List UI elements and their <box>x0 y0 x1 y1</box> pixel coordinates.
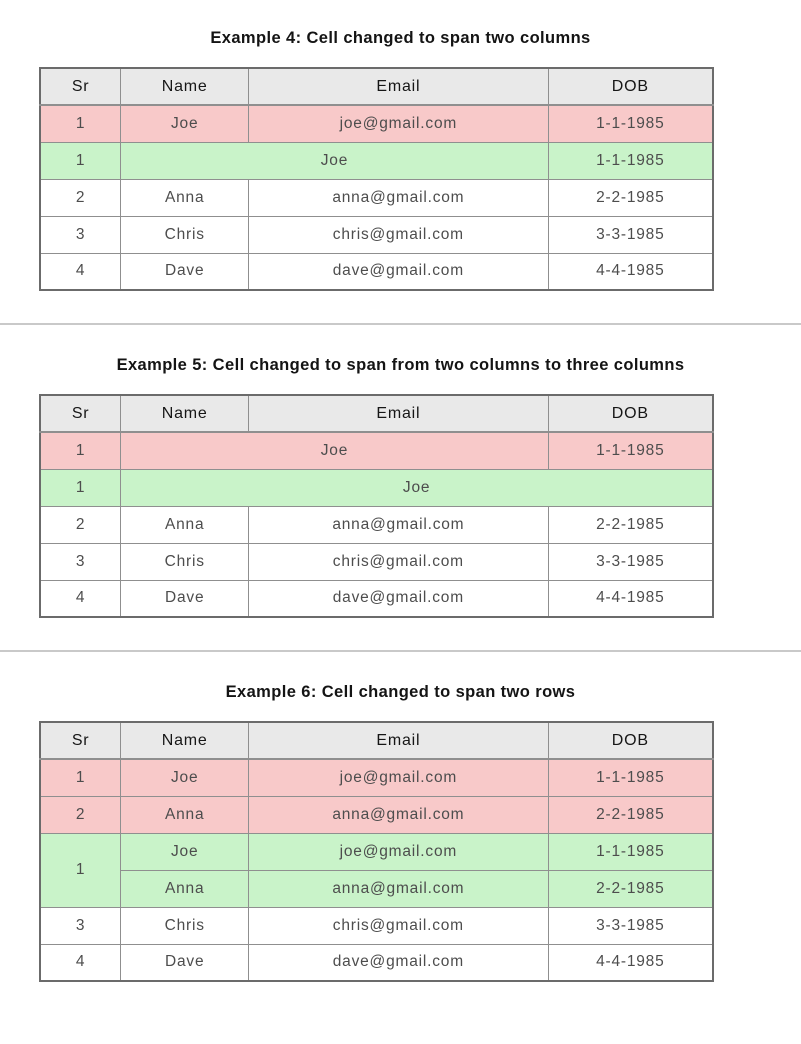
column-header-dob: DOB <box>548 722 713 759</box>
example-section-5 <box>0 353 801 618</box>
table-cell: Dave <box>121 944 249 981</box>
table-cell: 1 <box>40 432 121 469</box>
table-cell: 2-2-1985 <box>548 179 713 216</box>
table-row <box>40 142 713 179</box>
column-header-name: Name <box>121 722 249 759</box>
table-cell: 1 <box>40 469 121 506</box>
table-cell: 3-3-1985 <box>548 216 713 253</box>
table-cell: 1-1-1985 <box>548 759 713 796</box>
table-row <box>40 105 713 142</box>
table-cell: Anna <box>121 870 249 907</box>
table-cell: 2 <box>40 796 121 833</box>
column-header-sr: Sr <box>40 68 121 105</box>
section-divider <box>0 323 801 325</box>
data-table <box>39 721 714 982</box>
table-cell: 4-4-1985 <box>548 944 713 981</box>
header-row <box>40 722 713 759</box>
table-cell: anna@gmail.com <box>249 796 548 833</box>
table-cell: 1 <box>40 833 121 907</box>
data-table <box>39 394 714 618</box>
table-cell: 3 <box>40 543 121 580</box>
table-row <box>40 833 713 870</box>
table-cell: 4-4-1985 <box>548 253 713 290</box>
table-cell: Joe <box>121 759 249 796</box>
table-cell: 4 <box>40 580 121 617</box>
table-cell: 3 <box>40 216 121 253</box>
table-cell: chris@gmail.com <box>249 543 548 580</box>
table-cell: 1 <box>40 142 121 179</box>
table-row <box>40 432 713 469</box>
table-cell: dave@gmail.com <box>249 253 548 290</box>
example-section-4 <box>0 26 801 291</box>
table-cell: 2 <box>40 179 121 216</box>
table-cell: 2-2-1985 <box>548 870 713 907</box>
table-cell: anna@gmail.com <box>249 179 548 216</box>
table-cell: Anna <box>121 179 249 216</box>
table-cell: 2 <box>40 506 121 543</box>
table-cell: anna@gmail.com <box>249 870 548 907</box>
section-divider <box>0 650 801 652</box>
section-title: Example 5: Cell changed to span from two columns to three columns <box>116 356 685 374</box>
column-header-email: Email <box>249 722 548 759</box>
section-title: Example 6: Cell changed to span two rows <box>225 683 576 701</box>
example-section-6 <box>0 680 801 982</box>
table-cell: Joe <box>121 833 249 870</box>
page <box>0 26 801 982</box>
table-row <box>40 944 713 981</box>
table-cell: 2-2-1985 <box>548 506 713 543</box>
table-row <box>40 469 713 506</box>
column-header-dob: DOB <box>548 68 713 105</box>
column-header-name: Name <box>121 68 249 105</box>
table-row <box>40 907 713 944</box>
column-header-sr: Sr <box>40 722 121 759</box>
column-header-email: Email <box>249 395 548 432</box>
table-cell: 2-2-1985 <box>548 796 713 833</box>
table-cell: 3-3-1985 <box>548 543 713 580</box>
table-cell: chris@gmail.com <box>249 216 548 253</box>
table-cell: 1 <box>40 759 121 796</box>
column-header-dob: DOB <box>548 395 713 432</box>
table-cell: Dave <box>121 580 249 617</box>
table-cell: 3-3-1985 <box>548 907 713 944</box>
column-header-sr: Sr <box>40 395 121 432</box>
table-cell: Chris <box>121 216 249 253</box>
table-cell: chris@gmail.com <box>249 907 548 944</box>
table-cell: dave@gmail.com <box>249 580 548 617</box>
table-row <box>40 179 713 216</box>
section-title: Example 4: Cell changed to span two columns <box>210 29 591 47</box>
table-row <box>40 759 713 796</box>
table-cell: 1-1-1985 <box>548 142 713 179</box>
table-cell: Chris <box>121 543 249 580</box>
header-row <box>40 68 713 105</box>
table-row <box>40 796 713 833</box>
table-cell: 4 <box>40 944 121 981</box>
table-row <box>40 870 713 907</box>
table-row <box>40 506 713 543</box>
table-row <box>40 253 713 290</box>
table-cell: Dave <box>121 253 249 290</box>
column-header-email: Email <box>249 68 548 105</box>
table-cell: 1-1-1985 <box>548 105 713 142</box>
table-cell: 4-4-1985 <box>548 580 713 617</box>
table-cell: Anna <box>121 506 249 543</box>
table-cell: Joe <box>121 142 548 179</box>
table-cell: Joe <box>121 105 249 142</box>
table-cell: anna@gmail.com <box>249 506 548 543</box>
table-cell: Anna <box>121 796 249 833</box>
data-table <box>39 67 714 291</box>
table-cell: dave@gmail.com <box>249 944 548 981</box>
table-cell: Joe <box>121 469 713 506</box>
table-cell: Joe <box>121 432 548 469</box>
table-cell: joe@gmail.com <box>249 833 548 870</box>
table-cell: 1 <box>40 105 121 142</box>
header-row <box>40 395 713 432</box>
table-cell: 4 <box>40 253 121 290</box>
table-cell: joe@gmail.com <box>249 105 548 142</box>
table-row <box>40 543 713 580</box>
table-cell: Chris <box>121 907 249 944</box>
column-header-name: Name <box>121 395 249 432</box>
table-row <box>40 580 713 617</box>
table-cell: joe@gmail.com <box>249 759 548 796</box>
table-cell: 3 <box>40 907 121 944</box>
table-cell: 1-1-1985 <box>548 833 713 870</box>
table-cell: 1-1-1985 <box>548 432 713 469</box>
table-row <box>40 216 713 253</box>
